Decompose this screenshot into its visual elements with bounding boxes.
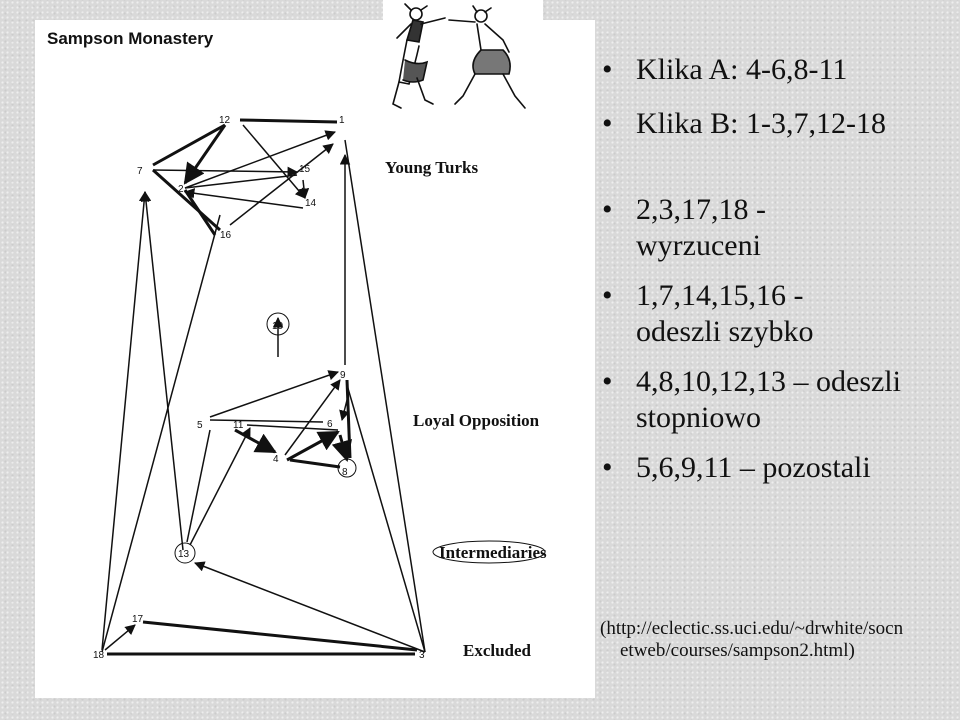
node-7: 7 xyxy=(137,166,143,177)
edge xyxy=(235,430,275,452)
bullet-item: • 2,3,17,18 - wyrzuceni xyxy=(600,192,866,264)
wrestlers-illustration xyxy=(383,0,543,124)
node-18: 18 xyxy=(93,650,105,661)
edge xyxy=(153,125,225,165)
source-line-2: etweb/courses/sampson2.html) xyxy=(620,640,855,661)
network-nodes xyxy=(93,115,425,661)
node-6: 6 xyxy=(327,419,333,430)
bullet-item: • 4,8,10,12,13 – odeszli stopniowo xyxy=(600,364,936,436)
edge xyxy=(210,372,338,417)
edge xyxy=(287,432,338,460)
diagram-title: Sampson Monastery xyxy=(47,29,214,48)
edge xyxy=(340,435,347,460)
source-citation xyxy=(600,618,955,662)
wrestlers-picture xyxy=(383,0,543,124)
group-young-turks: Young Turks xyxy=(385,158,479,177)
node-10: 10 xyxy=(272,321,284,332)
edge xyxy=(187,430,210,542)
bullet-list xyxy=(600,52,952,486)
edge xyxy=(185,125,225,183)
bullet-item: • Klika A: 4-6,8-11 xyxy=(600,52,952,88)
node-8: 8 xyxy=(342,467,348,478)
node-13: 13 xyxy=(178,549,190,560)
bullet-item: • Klika B: 1-3,7,12-18 xyxy=(600,106,952,142)
edge xyxy=(285,380,340,455)
edge xyxy=(290,460,340,467)
node-11: 11 xyxy=(233,420,244,431)
bullet-item: • 1,7,14,15,16 - odeszli szybko xyxy=(600,278,866,350)
source-line-1: (http://eclectic.ss.uci.edu/~drwhite/socn xyxy=(600,618,904,639)
edge xyxy=(102,192,145,650)
edge xyxy=(240,120,337,122)
bullet-item: • 5,6,9,11 – pozostali xyxy=(600,450,952,486)
network-edges xyxy=(102,120,425,654)
edge xyxy=(243,125,305,198)
node-15: 15 xyxy=(299,164,311,175)
group-excluded: Excluded xyxy=(463,641,532,660)
node-17: 17 xyxy=(132,614,144,625)
node-14: 14 xyxy=(305,198,317,209)
node-3: 3 xyxy=(419,650,425,661)
node-1: 1 xyxy=(339,115,345,126)
group-intermediaries: Intermediaries xyxy=(439,543,547,562)
node-12: 12 xyxy=(219,115,231,126)
edge xyxy=(105,625,135,650)
node-4: 4 xyxy=(273,454,279,465)
edge xyxy=(102,215,220,652)
edge xyxy=(143,622,417,650)
edge xyxy=(153,170,297,172)
edge xyxy=(210,420,323,422)
edge xyxy=(185,190,215,235)
node-16: 16 xyxy=(220,230,232,241)
node-9: 9 xyxy=(340,370,346,381)
edge xyxy=(185,192,303,208)
node-2: 2 xyxy=(178,184,184,195)
edge xyxy=(247,425,338,430)
group-loyal-opposition: Loyal Opposition xyxy=(413,411,540,430)
edge xyxy=(230,144,333,225)
edge xyxy=(345,140,425,652)
node-5: 5 xyxy=(197,420,203,431)
